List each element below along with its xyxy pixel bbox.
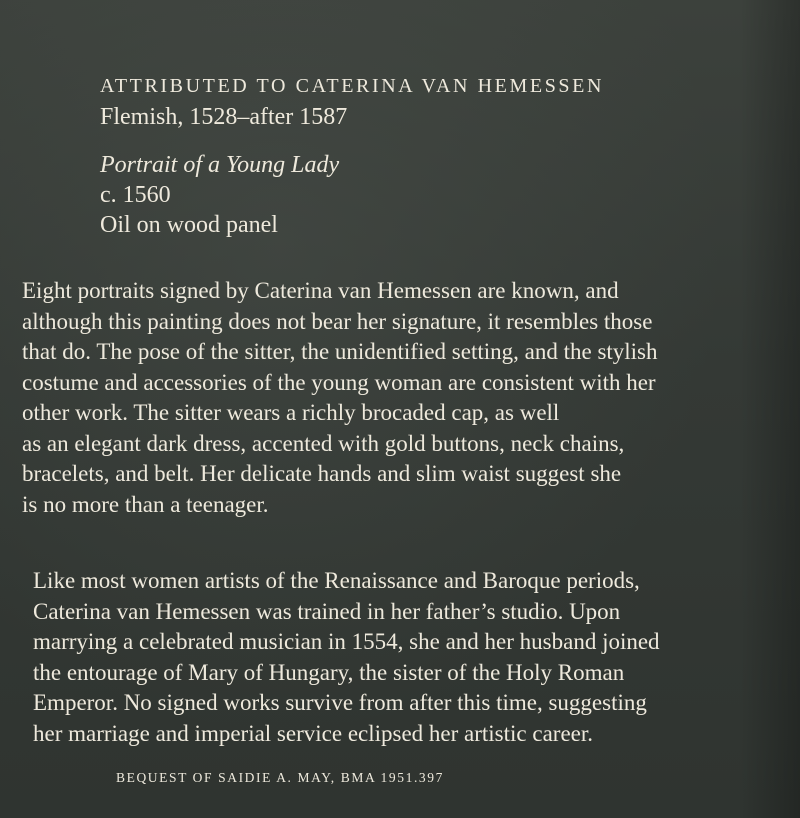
artist-name: ATTRIBUTED TO CATERINA VAN HEMESSEN <box>100 75 604 97</box>
paragraph-line: Like most women artists of the Renaissance and Baroque periods, <box>33 568 640 593</box>
description-paragraph-2 <box>33 566 733 749</box>
paragraph-line: other work. The sitter wears a richly brocaded cap, as well <box>22 400 560 425</box>
artwork-title: Portrait of a Young Lady <box>100 152 340 178</box>
artist-nationality-dates: Flemish, 1528–after 1587 <box>100 104 348 130</box>
paragraph-line: that do. The pose of the sitter, the unidentified setting, and the stylish <box>22 339 658 364</box>
credit-line: BEQUEST OF SAIDIE A. MAY, BMA 1951.397 <box>116 770 444 785</box>
artwork-date: c. 1560 <box>100 182 171 208</box>
paragraph-line: Caterina van Hemessen was trained in her father’s studio. Upon <box>33 598 621 624</box>
description-paragraph-1 <box>22 276 772 520</box>
paragraph-line: the entourage of Mary of Hungary, the sister of the Holy Roman <box>33 659 625 685</box>
paragraph-line: is no more than a teenager. <box>22 491 269 517</box>
label-header <box>100 72 740 240</box>
artwork-medium: Oil on wood panel <box>100 212 278 238</box>
paragraph-line: as an elegant dark dress, accented with gold buttons, neck chains, <box>22 430 625 456</box>
paragraph-line: costume and accessories of the young woman are consistent with her <box>22 369 656 395</box>
paragraph-line: marrying a celebrated musician in 1554, she and her husband joined <box>33 629 660 654</box>
paragraph-line: bracelets, and belt. Her delicate hands and slim waist suggest she <box>22 461 622 486</box>
paragraph-line: although this painting does not bear her signature, it resembles those <box>22 308 653 334</box>
paragraph-line: Emperor. No signed works survive from after this time, suggesting <box>33 690 647 715</box>
paragraph-line: her marriage and imperial service eclipsed her artistic career. <box>33 720 594 746</box>
paragraph-line: Eight portraits signed by Caterina van Hemessen are known, and <box>22 278 619 303</box>
